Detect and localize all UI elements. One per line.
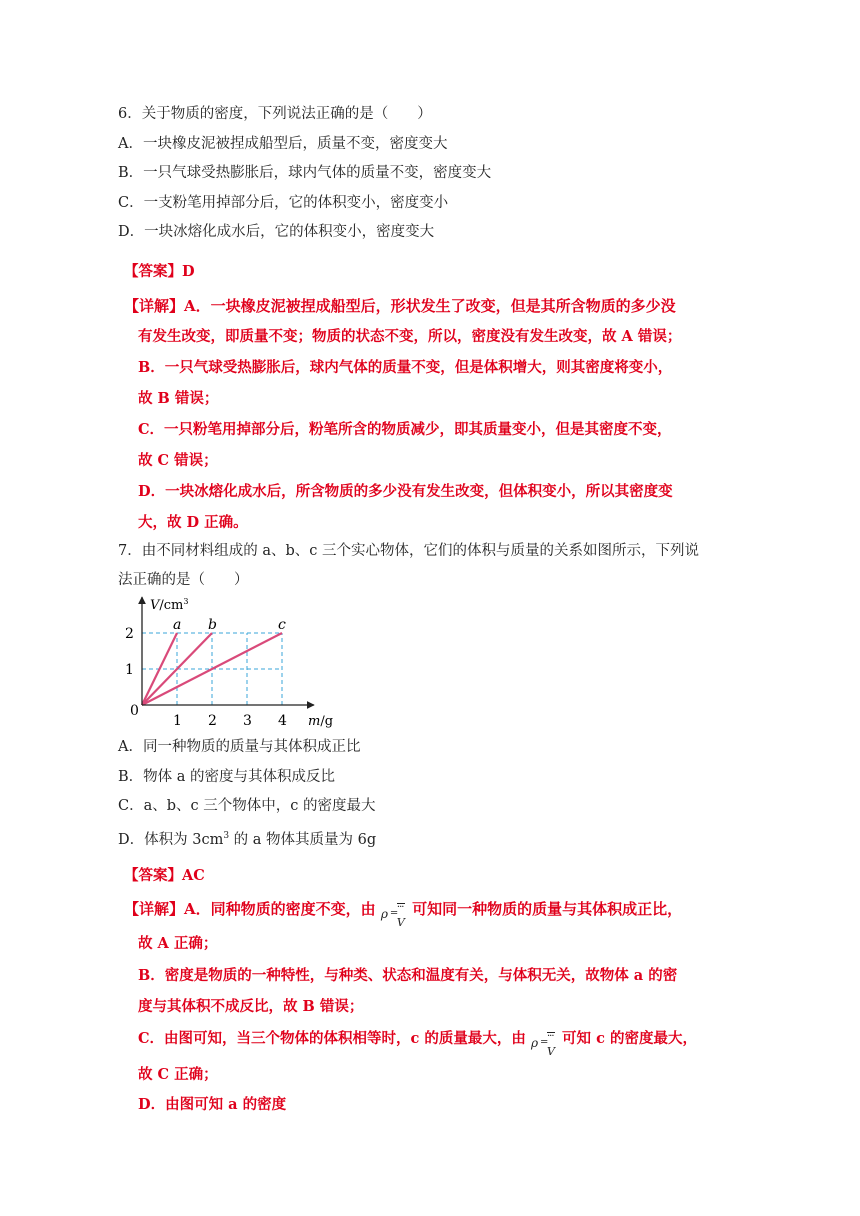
density-formula-2 — [530, 1024, 557, 1058]
q6-explain-line-3: B．一只气球受热膨胀后，球内气体的质量不变，但是体积增大，则其密度将变小， — [138, 359, 673, 376]
explain-text-end: 可知 c 的密度最大， — [562, 1030, 697, 1047]
formula-numerator: ··· — [546, 1031, 554, 1042]
q6-option-c: C．一支粉笔用掉部分后，它的体积变小，密度变小 — [118, 195, 449, 211]
option-d-text-end: 的 a 物体其质量为 6g — [229, 831, 377, 848]
q7-explain-line-5 — [138, 1022, 697, 1056]
formula-denominator: V — [396, 916, 405, 929]
q6-explain-line-2: 有发生改变，即质量不变；物质的状态不变，所以，密度没有发生改变，故 A 错误； — [138, 328, 682, 345]
chart-series — [142, 617, 286, 705]
q7-explain-line-3: B．密度是物质的一种特性，与种类、状态和温度有关，与体积无关，故物体 a 的密 — [138, 967, 678, 984]
y-tick-label-1: 1 — [125, 662, 134, 678]
q6-option-a: A．一块橡皮泥被捏成船型后，质量不变，密度变大 — [118, 136, 448, 152]
q6-explain-line-1 — [124, 296, 676, 316]
explain-text: A．一块橡皮泥被捏成船型后，形状发生了改变，但是其所含物质的多少没 — [184, 297, 676, 315]
answer-value: D — [182, 263, 195, 280]
explain-tag: 【详解】 — [124, 297, 185, 315]
q6-explain-line-7: D．一块冰熔化成水后，所含物质的多少没有发生改变，但体积变小，所以其密度变 — [138, 483, 673, 500]
answer-tag: 【答案】 — [124, 867, 182, 884]
chart-ticks — [125, 626, 287, 729]
q7-explain-line-2: 故 A 正确； — [138, 935, 218, 952]
q6-explain-line-6: 故 C 错误； — [138, 452, 218, 469]
x-tick-label-4: 4 — [278, 713, 287, 729]
series-label-c: c — [278, 617, 286, 633]
answer-value: AC — [182, 867, 205, 884]
x-axis-label: m/g — [308, 714, 334, 729]
q7-explain-line-4: 度与其体积不成反比，故 B 错误； — [138, 998, 364, 1015]
series-label-b: b — [208, 617, 217, 633]
q7-option-a: A．同一种物质的质量与其体积成正比 — [118, 739, 361, 755]
q7-option-c: C．a、b、c 三个物体中，c 的密度最大 — [118, 798, 376, 814]
x-tick-label-2: 2 — [208, 713, 217, 729]
explain-text-end: 可知同一种物质的质量与其体积成正比， — [412, 900, 683, 918]
series-label-a: a — [173, 617, 182, 633]
q7-option-d — [118, 826, 376, 850]
x-tick-label-1: 1 — [173, 713, 182, 729]
option-d-text: D．体积为 3cm — [118, 831, 224, 848]
q6-explain-line-8: 大，故 D 正确。 — [138, 514, 248, 531]
explain-text: A．同种物质的密度不变，由 — [184, 900, 376, 918]
q7-stem-line-2: 法正确的是（ ） — [118, 572, 249, 588]
q7-explain-line-6: 故 C 正确； — [138, 1066, 218, 1083]
formula-eq: = — [389, 908, 399, 919]
y-axis-label: $V/cm^3$ — [150, 597, 189, 613]
q6-explain-line-5: C．一只粉笔用掉部分后，粉笔所含的物质减少，即其质量变小，但是其密度不变， — [138, 421, 672, 438]
q6-option-b: B．一只气球受热膨胀后，球内气体的质量不变，密度变大 — [118, 165, 492, 181]
q6-explain-line-4: 故 B 错误； — [138, 390, 219, 407]
origin-label: 0 — [130, 703, 139, 719]
formula-denominator: V — [546, 1045, 555, 1058]
y-tick-label-2: 2 — [125, 626, 134, 642]
explain-tag: 【详解】 — [124, 900, 185, 918]
explain-text: C．由图可知，当三个物体的体积相等时，c 的质量最大，由 — [138, 1030, 526, 1047]
q6-option-d: D．一块冰熔化成水后，它的体积变小，密度变大 — [118, 224, 435, 240]
x-tick-label-3: 3 — [243, 713, 252, 729]
formula-numerator: ··· — [396, 902, 404, 913]
density-formula — [380, 895, 407, 929]
option-d-superscript: 3 — [223, 831, 230, 841]
formula-eq: = — [539, 1037, 549, 1048]
formula-rho: ρ — [530, 1036, 539, 1050]
q7-explain-line-1 — [124, 892, 683, 929]
formula-bar — [397, 903, 405, 904]
q6-answer — [124, 262, 195, 282]
answer-tag: 【答案】 — [124, 263, 182, 280]
q7-explain-line-7: D．由图可知 a 的密度 — [138, 1096, 287, 1113]
volume-mass-chart — [118, 593, 348, 733]
formula-rho: ρ — [380, 907, 388, 921]
formula-bar — [547, 1032, 555, 1033]
q7-stem-line-1: 7．由不同材料组成的 a、b、c 三个实心物体，它们的体积与质量的关系如图所示，下列说 — [118, 543, 699, 559]
q6-stem: 6．关于物质的密度，下列说法正确的是（ ） — [118, 106, 432, 122]
q7-option-b: B．物体 a 的密度与其体积成反比 — [118, 769, 336, 785]
q7-answer — [124, 866, 205, 886]
